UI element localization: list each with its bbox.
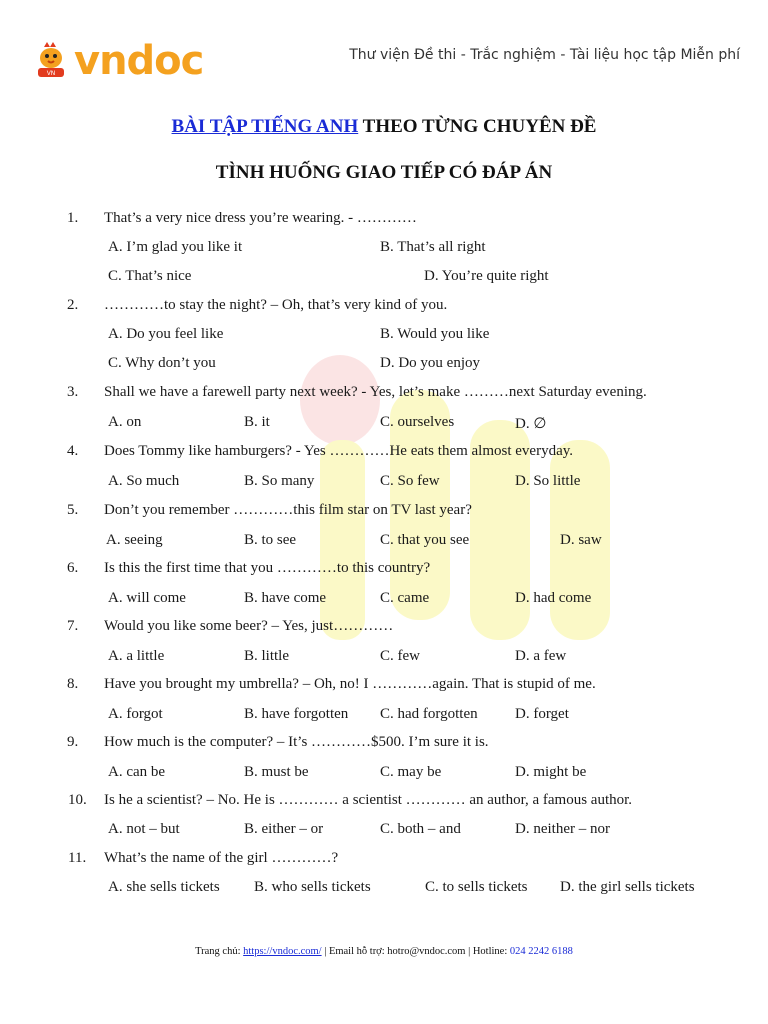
question-item xyxy=(0,297,768,377)
option-d: D. a few xyxy=(515,648,567,664)
question-text: Shall we have a farewell party next week? - Yes, let’s make ………next Saturday evening. xyxy=(104,384,647,400)
footer-home-label: Trang chủ: xyxy=(195,946,244,957)
option-b: B. have forgotten xyxy=(244,706,349,722)
title-rest: THEO TỪNG CHUYÊN ĐỀ xyxy=(358,116,597,137)
question-text: Would you like some beer? – Yes, just………… xyxy=(104,618,394,634)
question-number: 1. xyxy=(67,210,79,226)
option-d: D. the girl sells tickets xyxy=(560,879,695,895)
question-item xyxy=(0,850,768,930)
option-a: A. will come xyxy=(108,590,186,606)
option-d: D. So little xyxy=(515,473,581,489)
question-text: …………to stay the night? – Oh, that’s very kind of you. xyxy=(104,297,448,313)
option-b: B. have come xyxy=(244,590,327,606)
page-title xyxy=(0,116,768,138)
footer-email-label: | Email hỗ trợ: hotro@vndoc.com | Hotline: xyxy=(321,946,510,957)
svg-text:VN: VN xyxy=(46,70,56,77)
option-d: D. forget xyxy=(515,706,569,722)
question-number: 4. xyxy=(67,443,79,459)
option-a: A. I’m glad you like it xyxy=(108,239,243,255)
option-a: A. a little xyxy=(108,648,165,664)
question-number: 8. xyxy=(67,676,79,692)
title-link[interactable]: BÀI TẬP TIẾNG ANH xyxy=(171,116,359,137)
option-d: D. ∅ xyxy=(515,416,547,432)
header-tagline: Thư viện Đề thi - Trắc nghiệm - Tài liệu học tập Miễn phí xyxy=(349,47,740,63)
option-a: A. Do you feel like xyxy=(108,326,224,342)
question-text: Does Tommy like hamburgers? - Yes …………He eats them almost everyday. xyxy=(104,443,574,459)
option-c: C. ourselves xyxy=(380,414,455,430)
question-number: 2. xyxy=(67,297,79,313)
option-b: B. either – or xyxy=(244,821,324,837)
question-text: Is this the first time that you …………to this country? xyxy=(104,560,431,576)
option-c: C. came xyxy=(380,590,430,606)
question-text: Don’t you remember …………this film star on TV last year? xyxy=(104,502,472,518)
option-a: A. forgot xyxy=(108,706,163,722)
page-footer xyxy=(0,946,768,957)
question-item xyxy=(0,210,768,290)
option-c: C. may be xyxy=(380,764,442,780)
option-d: D. had come xyxy=(515,590,592,606)
option-d: D. You’re quite right xyxy=(424,268,549,284)
question-number: 7. xyxy=(67,618,79,634)
question-number: 5. xyxy=(67,502,79,518)
option-d: D. saw xyxy=(560,532,602,548)
question-text: That’s a very nice dress you’re wearing. - ………… xyxy=(104,210,417,226)
option-c: C. Why don’t you xyxy=(108,355,216,371)
footer-hotline[interactable]: 024 2242 6188 xyxy=(509,946,573,957)
option-a: A. on xyxy=(108,414,142,430)
option-a: A. So much xyxy=(108,473,180,489)
vndoc-logo[interactable] xyxy=(34,38,203,84)
footer-home-link[interactable]: https://vndoc.com/ xyxy=(243,946,322,957)
logo-text: vndoc xyxy=(74,38,204,84)
option-a: A. can be xyxy=(108,764,166,780)
option-a: A. not – but xyxy=(108,821,180,837)
option-d: D. might be xyxy=(515,764,587,780)
option-d: D. Do you enjoy xyxy=(380,355,480,371)
question-text: Is he a scientist? – No. He is ………… a scientist ………… an author, a famous author. xyxy=(104,792,633,808)
option-c: C. both – and xyxy=(380,821,461,837)
option-c: C. to sells tickets xyxy=(425,879,528,895)
option-c: C. So few xyxy=(380,473,440,489)
question-number: 6. xyxy=(67,560,79,576)
question-number: 10. xyxy=(68,792,87,808)
option-c: C. That’s nice xyxy=(108,268,192,284)
chicken-mascot-icon xyxy=(34,41,70,81)
option-b: B. Would you like xyxy=(380,326,490,342)
option-b: B. must be xyxy=(244,764,309,780)
option-b: B. That’s all right xyxy=(380,239,486,255)
question-text: What’s the name of the girl …………? xyxy=(104,850,339,866)
question-number: 9. xyxy=(67,734,79,750)
option-c: C. that you see xyxy=(380,532,470,548)
question-text: How much is the computer? – It’s …………$500. I’m sure it is. xyxy=(104,734,489,750)
option-a: A. she sells tickets xyxy=(108,879,220,895)
page-subtitle: TÌNH HUỐNG GIAO TIẾP CÓ ĐÁP ÁN xyxy=(215,162,553,183)
option-b: B. who sells tickets xyxy=(254,879,371,895)
question-number: 11. xyxy=(68,850,87,866)
option-c: C. few xyxy=(380,648,420,664)
option-a: A. seeing xyxy=(106,532,163,548)
option-b: B. it xyxy=(244,414,270,430)
option-d: D. neither – nor xyxy=(515,821,610,837)
option-b: B. to see xyxy=(244,532,297,548)
question-text: Have you brought my umbrella? – Oh, no! I …………again. That is stupid of me. xyxy=(104,676,596,692)
question-number: 3. xyxy=(67,384,79,400)
option-b: B. little xyxy=(244,648,289,664)
option-b: B. So many xyxy=(244,473,315,489)
page-header xyxy=(0,0,768,100)
option-c: C. had forgotten xyxy=(380,706,478,722)
